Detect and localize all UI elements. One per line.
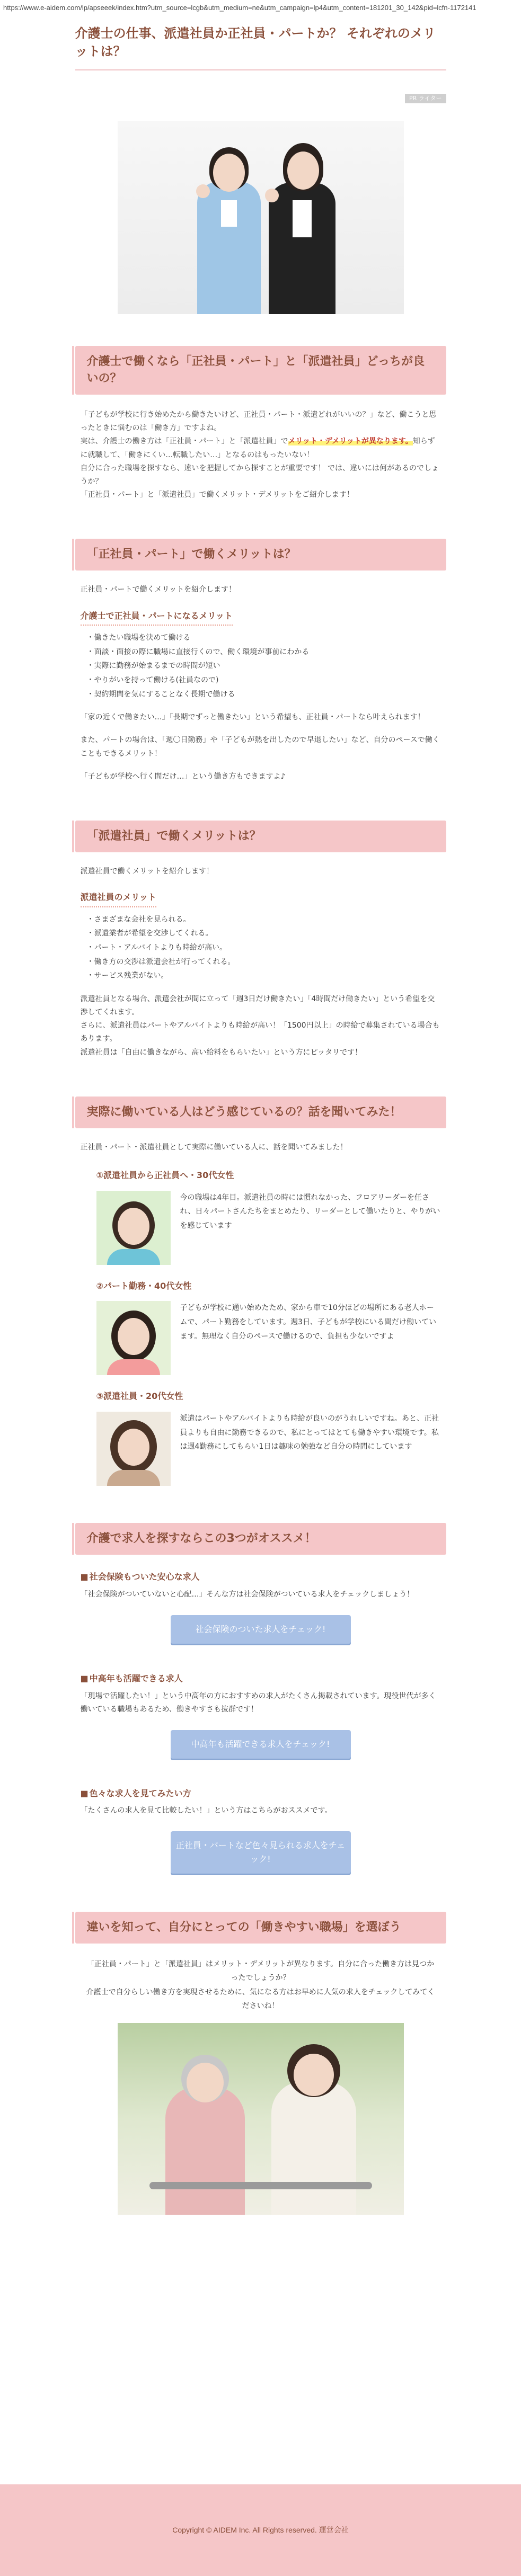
section-heading-intro: 介護士で働くなら「正社員・パート」と「派遣社員」どっちが良いの？	[75, 346, 446, 395]
recommend-title: ■ 社会保険もついた安心な求人	[81, 1570, 441, 1585]
closing-text: 「正社員・パート」と「派遣社員」はメリット・デメリットが異なります。自分に合った働き方は見つかったでしょうか？ 介護士で自分らしい働き方を実現させるために、気になる方はお早めに人気の求人をチェックしてみてくださいね！	[86, 1959, 435, 2011]
voice-title: ②パート勤務・40代女性	[96, 1280, 192, 1291]
dispatch-paragraph: 派遣社員は「自由に働きながら、高い給料をもらいたい」という方にピッタリです！	[80, 1048, 362, 1057]
intro-paragraph: 実は、介護士の働き方は「正社員・パート」と「派遣社員」でメリット・デメリットが異なります。知らずに就職して、「働きにくい…転職したい…」となるのはもったいない！	[80, 437, 435, 459]
footer	[0, 2484, 521, 2576]
voices-lead: 正社員・パート・派遣社員として実際に働いている人に、話を聞いてみました！	[80, 1143, 348, 1152]
various-jobs-button[interactable]: 正社員・パートなど色々見られる求人をチェック!	[171, 1831, 351, 1873]
voice-title: ③派遣社員・20代女性	[96, 1391, 183, 1402]
list-item: ・ やりがいを持って働ける(社員なので)	[87, 673, 435, 688]
voice-text: 今の職場は4年目。派遣社員の時には慣れなかった、フロアリーダーを任され、日々パートさんたちをまとめたり、リーダーとして働いたりと、やりがいを感じています	[180, 1193, 440, 1230]
intro-paragraph: 「子どもが学校に行き始めたから働きたいけど、正社員・パート・派遣どれがいいの？」など、働こうと思ったときに悩むのは「働き方」ですよね。	[80, 411, 437, 433]
dispatch-subheading: 派遣社員のメリット	[81, 890, 156, 907]
list-item: ・ 契約期間を気にすることなく長期で働ける	[87, 688, 435, 702]
dispatch-paragraph: 派遣社員となる場合、派遣会社が間に立って「週3日だけ働きたい」「4時間だけ働きたい」という希望を交渉してくれます。	[80, 994, 435, 1017]
recommend-text: 「たくさんの求人を見て比較したい！」という方はこちらがおススメです。	[80, 1806, 332, 1815]
avatar	[96, 1412, 171, 1486]
list-item: ・ パート・アルバイトよりも時給が高い。	[87, 941, 435, 955]
voice-card	[96, 1301, 441, 1375]
list-item: ・ 働きたい職場を決めて働ける	[87, 631, 435, 645]
voice-text: 派遣はパートやアルバイトよりも時給が良いのがうれしいですね。あと、正社員よりも自由に勤務できるので、私にとってはとても働きやすい環境です。私は週4勤務にしてもらい1日は趣味の勉強など自分の時間にしています	[180, 1414, 439, 1451]
list-item: ・ 実際に勤務が始まるまでの時間が短い	[87, 659, 435, 673]
avatar	[96, 1301, 171, 1375]
fulltime-subheading: 介護士で正社員・パートになるメリット	[81, 609, 233, 626]
dispatch-paragraph: さらに、派遣社員はパートやアルバイトよりも時給が高い！「1500円以上」の時給で募集されている場合もあります。	[80, 1021, 440, 1044]
avatar	[96, 1191, 171, 1265]
hero-photo	[118, 121, 404, 314]
list-item: ・ 派遣業者が希望を交渉してくれる。	[87, 926, 435, 941]
middle-aged-jobs-button[interactable]: 中高年も活躍できる求人をチェック!	[171, 1730, 351, 1759]
recommend-text: 「社会保険がついていないと心配…」そんな方は社会保険がついている求人をチェックしましょう！	[80, 1590, 414, 1599]
list-item: ・ 面談・面接の際に職場に直接行くので、働く環境が事前にわかる	[87, 645, 435, 659]
list-item: ・ さまざまな会社を見られる。	[87, 913, 435, 927]
dispatch-lead: 派遣社員で働くメリットを紹介します！	[80, 867, 214, 876]
recommend-text: 「現場で活躍したい！」という中高年の方におすすめの求人がたくさん掲載されています。現役世代が多く働いている職場もあるため、働きやすさも抜群です！	[80, 1691, 436, 1714]
list-item: ・ 働き方の交渉は派遣会社が行ってくれる。	[87, 955, 435, 969]
voice-card	[96, 1412, 441, 1486]
page-url: https://www.e-aidem.com/lp/apseeek/index.htm?utm_source=lcgb&utm_medium=ne&utm_campaign=lp4&utm_content=181201_30_142&pid=lcfn-1172141	[3, 4, 476, 12]
article	[75, 13, 446, 2215]
pr-tag: PR ライター	[405, 94, 446, 103]
social-insurance-jobs-button[interactable]: 社会保険のついた求人をチェック!	[171, 1615, 351, 1644]
recommend-title: ■ 色々な求人を見てみたい方	[81, 1786, 441, 1802]
fulltime-paragraph: また、パートの場合は、「週〇日勤務」や「子どもが熱を出したので早退したい」など、自分のペースで働くこともできるメリット！	[80, 736, 440, 758]
page-title: 介護士の仕事、派遣社員か正社員・パートか？ それぞれのメリットは？	[75, 13, 446, 71]
voice-card	[96, 1191, 441, 1265]
dispatch-merit-list	[75, 913, 446, 983]
voice-title: ①派遣社員から正社員へ・30代女性	[96, 1170, 234, 1180]
closing-photo	[118, 2023, 404, 2215]
fulltime-paragraph: 「子どもが学校へ行く間だけ…」という働き方もできますよ♪	[80, 772, 286, 781]
intro-paragraph: 「正社員・パート」と「派遣社員」で働くメリット・デメリットをご紹介します！	[80, 491, 354, 500]
section-heading-tips: 介護で求人を探すならこの3つがオススメ！	[75, 1523, 446, 1555]
intro-paragraph: 自分に合った職場を探すなら、違いを把握してから探すことが重要です！ では、違いには何があるのでしょうか？	[80, 463, 439, 486]
fulltime-merit-list	[75, 631, 446, 701]
section-heading-closing: 違いを知って、自分にとっての「働きやすい職場」を選ぼう	[75, 1912, 446, 1944]
copyright-text: Copyright © AIDEM Inc. All Rights reserved. 運営会社	[172, 2525, 349, 2534]
voice-text: 子どもが学校に通い始めたため、家から車で10分ほどの場所にある老人ホームで、パート勤務をしています。週3日、子どもが学校にいる間だけ働いています。無理なく自分のペースで働けるので、負担も少ないですよ	[180, 1304, 437, 1341]
recommend-title: ■ 中高年も活躍できる求人	[81, 1671, 441, 1687]
fulltime-paragraph: 「家の近くで働きたい…」「長期でずっと働きたい」という希望も、正社員・パートなら叶えられます！	[80, 713, 425, 722]
section-heading-dispatch: 「派遣社員」で働くメリットは？	[75, 821, 446, 852]
section-heading-fulltime: 「正社員・パート」で働くメリットは？	[75, 539, 446, 571]
fulltime-lead: 正社員・パートで働くメリットを紹介します！	[80, 585, 236, 594]
highlight-text: メリット・デメリットが異なります。	[288, 437, 413, 446]
list-item: ・ サービス残業がない。	[87, 969, 435, 983]
section-heading-voices: 実際に働いている人はどう感じているの？話を聞いてみた！	[75, 1097, 446, 1128]
